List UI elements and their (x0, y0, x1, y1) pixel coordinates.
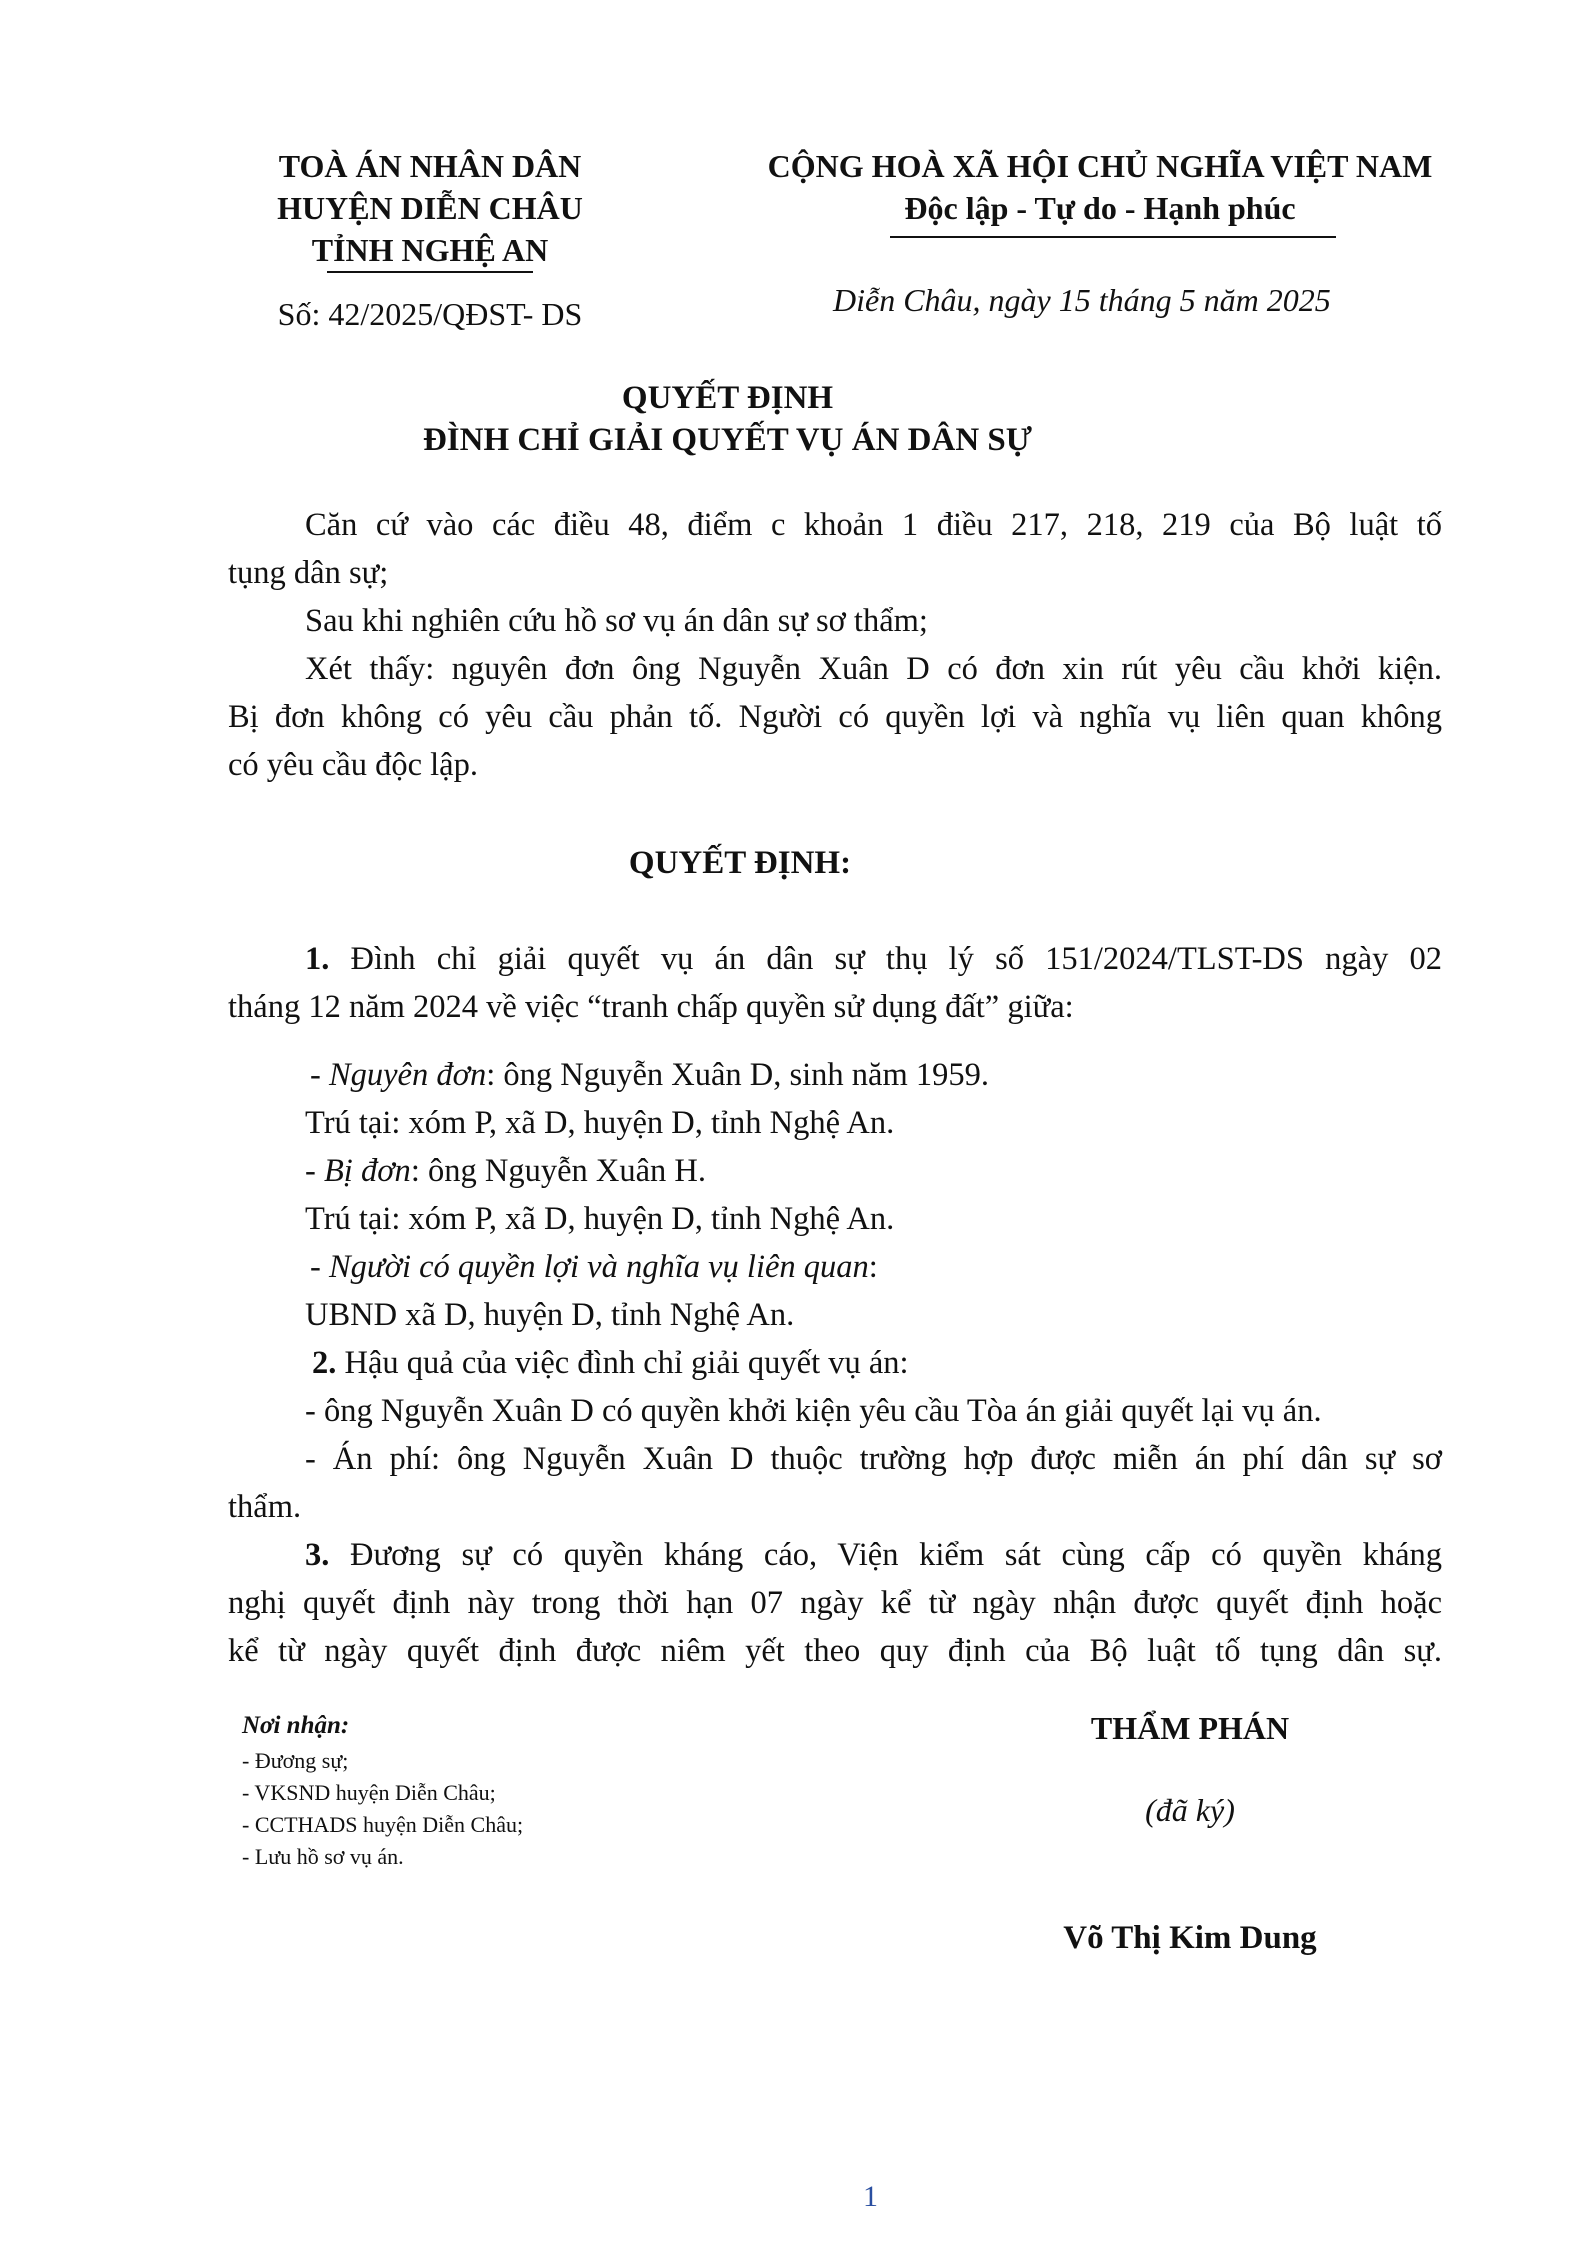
preamble-line: Bị đơn không có yêu cầu phản tố. Người có quyền lợi và nghĩa vụ liên quan không (228, 699, 1442, 735)
item-2-line (312, 1345, 909, 1382)
court-name-line1: TOÀ ÁN NHÂN DÂN (278, 148, 582, 184)
court-name-line3: TỈNH NGHỆ AN (311, 232, 549, 268)
defendant-label: Bị đơn (323, 1153, 411, 1189)
signature-signed-note: (đã ký) (1145, 1792, 1235, 1828)
item-3-line (305, 1537, 1442, 1574)
item-3-line: nghị quyết định này trong thời hạn 07 ngày kể từ ngày nhận được quyết định hoặc (228, 1585, 1442, 1621)
nation-name: CỘNG HOÀ XÃ HỘI CHỦ NGHĨA VIỆT NAM (767, 148, 1433, 184)
item-text: Đương sự có quyền kháng cáo, Viện kiểm sát cùng cấp có quyền kháng (329, 1537, 1442, 1573)
page-number: 1 (863, 2180, 878, 2213)
recipient-item: - VKSND huyện Diễn Châu; (242, 1780, 496, 1805)
related-party-line: - Người có quyền lợi và nghĩa vụ liên quan: (310, 1249, 878, 1285)
item-3-line: kể từ ngày quyết định được niêm yết theo quy định của Bộ luật tố tụng dân sự. (228, 1633, 1442, 1669)
related-party-label: Người có quyền lợi và nghĩa vụ liên quan (328, 1249, 869, 1285)
defendant-text: : ông Nguyễn Xuân H. (410, 1153, 706, 1189)
item-text: Hậu quả của việc đình chỉ giải quyết vụ án: (336, 1345, 909, 1381)
plaintiff-text: : ông Nguyễn Xuân D, sinh năm 1959. (486, 1057, 990, 1093)
related-party-text: UBND xã D, huyện D, tỉnh Nghệ An. (305, 1297, 795, 1333)
recipient-item: - Lưu hồ sơ vụ án. (242, 1844, 404, 1869)
item-1-line (305, 941, 1442, 978)
recipient-item: - CCTHADS huyện Diễn Châu; (242, 1812, 524, 1837)
item-2-fee-line: - Án phí: ông Nguyễn Xuân D thuộc trường hợp được miễn án phí dân sự sơ (305, 1441, 1442, 1477)
court-underline (327, 271, 533, 273)
preamble-line: tụng dân sự; (228, 555, 389, 591)
signature-title: THẨM PHÁN (1090, 1710, 1290, 1746)
place-date: Diễn Châu, ngày 15 tháng 5 năm 2025 (833, 282, 1331, 318)
doc-subtitle: ĐÌNH CHỈ GIẢI QUYẾT VỤ ÁN DÂN SỰ (422, 422, 1033, 458)
preamble-line: Sau khi nghiên cứu hồ sơ vụ án dân sự sơ thẩm; (305, 603, 928, 639)
defendant-line: - Bị đơn: ông Nguyễn Xuân H. (305, 1153, 706, 1189)
plaintiff-label: Nguyên đơn (328, 1057, 487, 1093)
item-number: 2. (312, 1345, 337, 1381)
preamble-line: Căn cứ vào các điều 48, điểm c khoản 1 điều 217, 218, 219 của Bộ luật tố (305, 507, 1442, 543)
doc-title: QUYẾT ĐỊNH (621, 380, 834, 416)
plaintiff-address: Trú tại: xóm P, xã D, huyện D, tỉnh Nghệ An. (305, 1105, 895, 1141)
recipients-heading: Nơi nhận: (242, 1712, 350, 1739)
motto-underline (890, 236, 1336, 238)
plaintiff-line: - Nguyên đơn: ông Nguyễn Xuân D, sinh năm 1959. (310, 1057, 990, 1093)
preamble-line: Xét thấy: nguyên đơn ông Nguyễn Xuân D có đơn xin rút yêu cầu khởi kiện. (305, 651, 1442, 687)
item-number: 1. (305, 941, 330, 977)
doc-number: Số: 42/2025/QĐST- DS (277, 296, 583, 332)
item-2-fee-line: thẩm. (228, 1489, 302, 1525)
item-1-line: tháng 12 năm 2024 về việc “tranh chấp quyền sử dụng đất” giữa: (228, 989, 1074, 1025)
defendant-address: Trú tại: xóm P, xã D, huyện D, tỉnh Nghệ An. (305, 1201, 895, 1237)
nation-motto: Độc lập - Tự do - Hạnh phúc (904, 190, 1296, 226)
item-number: 3. (305, 1537, 330, 1573)
decision-heading: QUYẾT ĐỊNH: (628, 845, 852, 881)
court-name-line2: HUYỆN DIỄN CHÂU (277, 190, 583, 226)
recipient-item: - Đương sự; (242, 1748, 349, 1773)
signer-name: Võ Thị Kim Dung (1063, 1920, 1317, 1956)
preamble-line: có yêu cầu độc lập. (228, 747, 478, 783)
item-text: Đình chỉ giải quyết vụ án dân sự thụ lý số 151/2024/TLST-DS ngày 02 (329, 941, 1442, 977)
item-2-consequence: - ông Nguyễn Xuân D có quyền khởi kiện yêu cầu Tòa án giải quyết lại vụ án. (305, 1393, 1322, 1429)
